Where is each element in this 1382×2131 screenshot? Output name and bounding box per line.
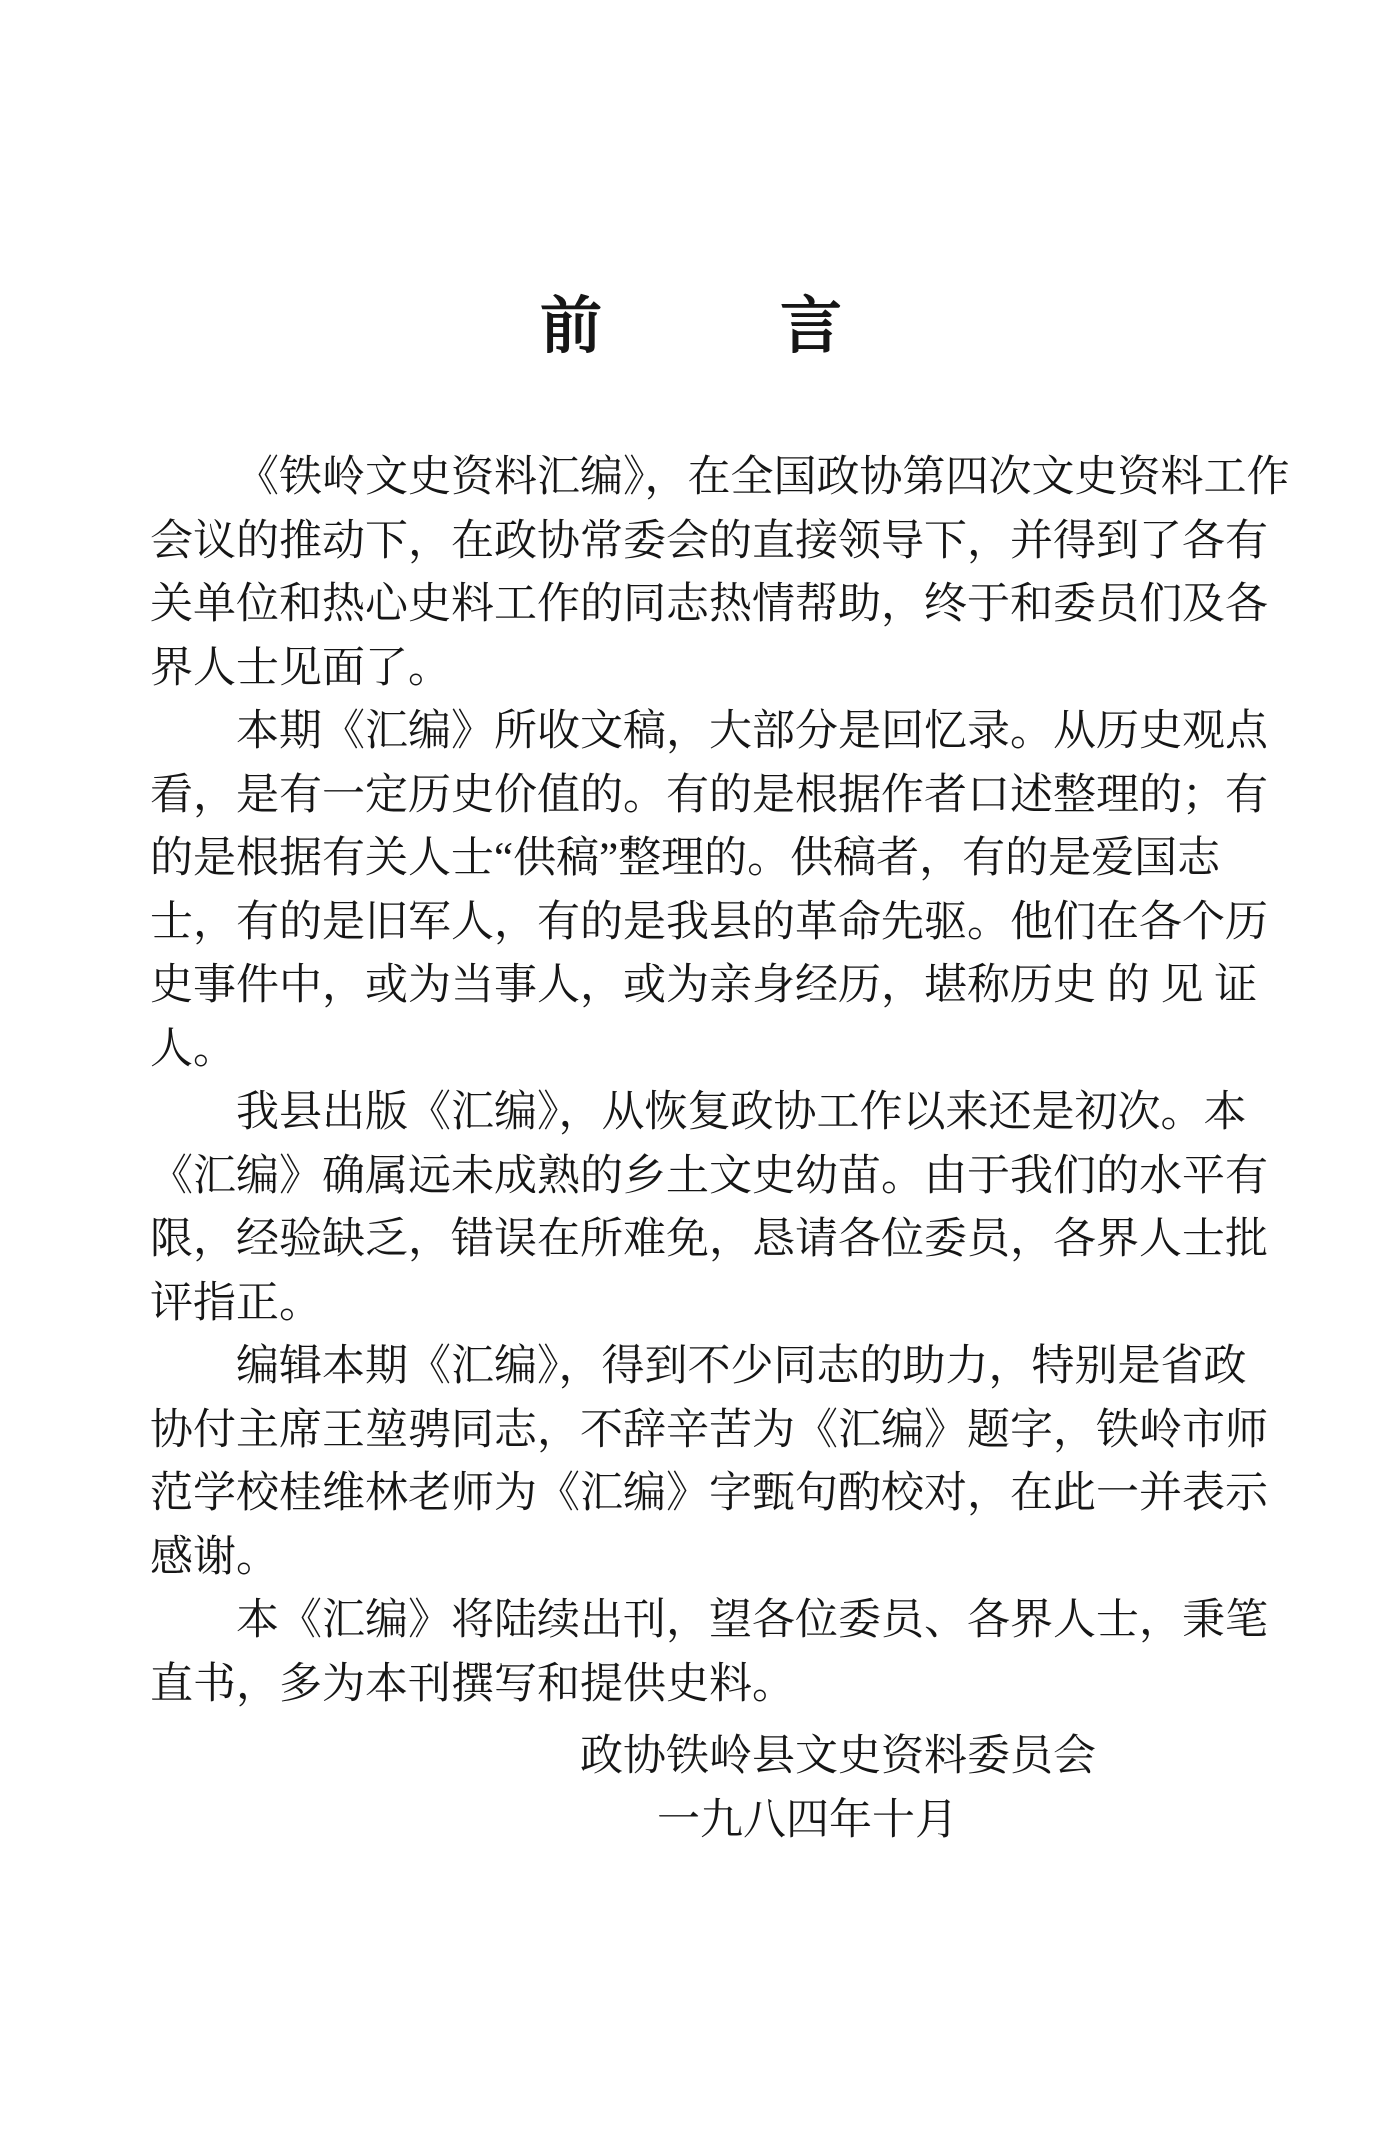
body-line: 的是根据有关人士“供稿”整理的。供稿者，有的是爱国志	[150, 835, 1221, 882]
body-line: 我县出版《汇编》，从恢复政协工作以来还是初次。本	[236, 1089, 1247, 1136]
body-line: 士，有的是旧军人，有的是我县的革命先驱。他们在各个历	[150, 898, 1268, 946]
body-line: 直书，多为本刊撰写和提供史料。	[150, 1660, 795, 1708]
body-line: 本期《汇编》所收文稿，大部分是回忆录。从历史观点	[236, 708, 1268, 755]
paragraph-5	[150, 1589, 1276, 1716]
title-char-qian: 前	[539, 293, 602, 361]
paragraph-4	[150, 1335, 1276, 1589]
body-line: 编辑本期《汇编》，得到不少同志的助力，特别是省政	[236, 1343, 1247, 1390]
body-line: 人。	[150, 1025, 236, 1073]
body-line: 协付主席王堃骋同志，不辞辛苦为《汇编》题字，铁岭市师	[150, 1406, 1268, 1454]
body-line: 范学校桂维林老师为《汇编》字甄句酌校对，在此一并表示	[150, 1470, 1268, 1517]
signature-committee: 政协铁岭县文史资料委员会	[580, 1733, 1096, 1780]
body-line: 关单位和热心史料工作的同志热情帮助，终于和委员们及各	[150, 581, 1268, 628]
paragraph-2	[150, 700, 1276, 1081]
body-line: 《铁岭文史资料汇编》，在全国政协第四次文史资料工作	[236, 454, 1290, 501]
body-line: 《汇编》确属远未成熟的乡土文史幼苗。由于我们的水平有	[150, 1152, 1268, 1200]
body-line: 会议的推动下，在政协常委会的直接领导下，并得到了各有	[150, 517, 1268, 565]
body-line: 看，是有一定历史价值的。有的是根据作者口述整理的；有	[150, 771, 1268, 819]
signature-date: 一九八四年十月	[657, 1796, 958, 1844]
body-line: 本《汇编》将陆续出刊，望各位委员、各界人士，秉笔	[236, 1597, 1268, 1644]
body-line: 感谢。	[150, 1533, 279, 1581]
body-line: 界人士见面了。	[150, 644, 451, 692]
page-title	[0, 290, 1382, 364]
body-line: 评指正。	[150, 1279, 322, 1327]
title-char-yan: 言	[780, 293, 843, 361]
preface-body	[150, 446, 1290, 1852]
body-line: 史事件中，或为当事人，或为亲身经历，堪称历史 的 见 证	[150, 962, 1258, 1009]
body-line: 限，经验缺乏，错误在所难免，恳请各位委员，各界人士批	[150, 1216, 1268, 1263]
paragraph-3	[150, 1081, 1276, 1335]
paragraph-1	[150, 446, 1290, 700]
